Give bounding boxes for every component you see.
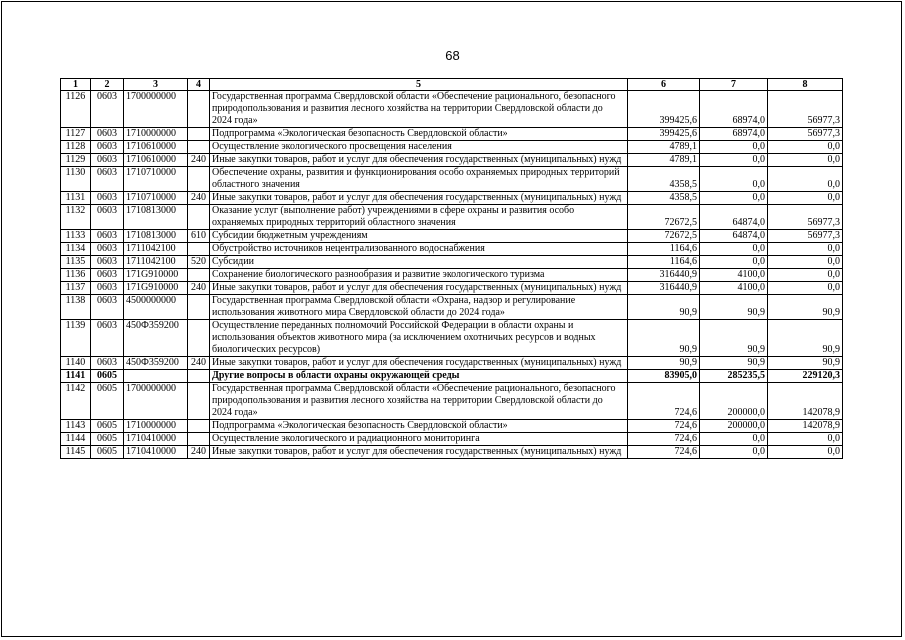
header-cell: 6 <box>628 79 700 91</box>
row-number-cell: 1137 <box>61 282 91 295</box>
amount-col8-cell: 0,0 <box>768 167 843 192</box>
page-number: 68 <box>445 48 460 63</box>
amount-col8-cell: 142078,9 <box>768 420 843 433</box>
row-number-cell: 1128 <box>61 141 91 154</box>
table-row <box>61 192 843 205</box>
item-name-cell: Осуществление экологического и радиационного мониторинга <box>210 433 628 446</box>
item-name-cell: Субсидии <box>210 256 628 269</box>
item-name-cell: Обустройство источников нецентрализованного водоснабжения <box>210 243 628 256</box>
section-code-cell: 0603 <box>91 269 124 282</box>
item-name-cell: Иные закупки товаров, работ и услуг для обеспечения государственных (муниципальных) нужд <box>210 192 628 205</box>
target-article-cell: 1700000000 <box>124 383 188 420</box>
amount-col8-cell: 0,0 <box>768 141 843 154</box>
table-row <box>61 370 843 383</box>
row-number-cell: 1127 <box>61 128 91 141</box>
amount-col8-cell: 142078,9 <box>768 383 843 420</box>
amount-col6-cell: 724,6 <box>628 446 700 459</box>
item-name-cell: Подпрограмма «Экологическая безопасность Свердловской области» <box>210 128 628 141</box>
amount-col6-cell: 724,6 <box>628 383 700 420</box>
amount-col7-cell: 0,0 <box>700 433 768 446</box>
expense-type-cell <box>188 433 210 446</box>
amount-col7-cell: 68974,0 <box>700 91 768 128</box>
section-code-cell: 0605 <box>91 433 124 446</box>
expense-type-cell <box>188 167 210 192</box>
target-article-cell: 1700000000 <box>124 91 188 128</box>
amount-col7-cell: 90,9 <box>700 357 768 370</box>
amount-col6-cell: 90,9 <box>628 357 700 370</box>
section-code-cell: 0603 <box>91 91 124 128</box>
amount-col7-cell: 68974,0 <box>700 128 768 141</box>
expense-type-cell: 240 <box>188 282 210 295</box>
expense-type-cell: 610 <box>188 230 210 243</box>
row-number-cell: 1144 <box>61 433 91 446</box>
row-number-cell: 1138 <box>61 295 91 320</box>
item-name-cell: Оказание услуг (выполнение работ) учреждениями в сфере охраны и развития особо охраняемых природных территорий областного значения <box>210 205 628 230</box>
section-code-cell: 0603 <box>91 167 124 192</box>
item-name-cell: Иные закупки товаров, работ и услуг для обеспечения государственных (муниципальных) нужд <box>210 446 628 459</box>
amount-col7-cell: 64874,0 <box>700 205 768 230</box>
item-name-cell: Осуществление переданных полномочий Российской Федерации в области охраны и использования объектов животного мира (за исключением охотничьих ресурсов и водных биологических ресурсов) <box>210 320 628 357</box>
section-code-cell: 0603 <box>91 141 124 154</box>
target-article-cell: 171G910000 <box>124 282 188 295</box>
amount-col6-cell: 399425,6 <box>628 128 700 141</box>
amount-col7-cell: 200000,0 <box>700 383 768 420</box>
table-row <box>61 383 843 420</box>
amount-col7-cell: 0,0 <box>700 154 768 167</box>
amount-col7-cell: 64874,0 <box>700 230 768 243</box>
item-name-cell: Обеспечение охраны, развития и функционирования особо охраняемых природных территорий областного значения <box>210 167 628 192</box>
amount-col7-cell: 90,9 <box>700 295 768 320</box>
section-code-cell: 0605 <box>91 420 124 433</box>
item-name-cell: Осуществление экологического просвещения населения <box>210 141 628 154</box>
header-cell: 7 <box>700 79 768 91</box>
section-code-cell: 0603 <box>91 320 124 357</box>
section-code-cell: 0605 <box>91 370 124 383</box>
expense-type-cell <box>188 370 210 383</box>
amount-col7-cell: 0,0 <box>700 192 768 205</box>
item-name-cell: Иные закупки товаров, работ и услуг для обеспечения государственных (муниципальных) нужд <box>210 154 628 167</box>
amount-col7-cell: 0,0 <box>700 141 768 154</box>
amount-col6-cell: 72672,5 <box>628 205 700 230</box>
amount-col7-cell: 4100,0 <box>700 269 768 282</box>
row-number-cell: 1140 <box>61 357 91 370</box>
section-code-cell: 0605 <box>91 446 124 459</box>
amount-col7-cell: 90,9 <box>700 320 768 357</box>
row-number-cell: 1134 <box>61 243 91 256</box>
expense-type-cell <box>188 420 210 433</box>
amount-col6-cell: 724,6 <box>628 433 700 446</box>
table-row <box>61 243 843 256</box>
section-code-cell: 0603 <box>91 230 124 243</box>
target-article-cell: 4500000000 <box>124 295 188 320</box>
target-article-cell: 450Ф359200 <box>124 320 188 357</box>
row-number-cell: 1136 <box>61 269 91 282</box>
amount-col6-cell: 399425,6 <box>628 91 700 128</box>
target-article-cell <box>124 370 188 383</box>
section-code-cell: 0603 <box>91 205 124 230</box>
expense-type-cell <box>188 269 210 282</box>
section-code-cell: 0603 <box>91 282 124 295</box>
section-code-cell: 0603 <box>91 357 124 370</box>
amount-col8-cell: 90,9 <box>768 295 843 320</box>
item-name-cell: Иные закупки товаров, работ и услуг для обеспечения государственных (муниципальных) нужд <box>210 282 628 295</box>
amount-col6-cell: 316440,9 <box>628 282 700 295</box>
item-name-cell: Подпрограмма «Экологическая безопасность Свердловской области» <box>210 420 628 433</box>
section-code-cell: 0603 <box>91 154 124 167</box>
row-number-cell: 1131 <box>61 192 91 205</box>
amount-col7-cell: 285235,5 <box>700 370 768 383</box>
amount-col8-cell: 56977,3 <box>768 91 843 128</box>
table-row <box>61 433 843 446</box>
amount-col7-cell: 0,0 <box>700 446 768 459</box>
amount-col8-cell: 0,0 <box>768 282 843 295</box>
table-row <box>61 357 843 370</box>
amount-col8-cell: 0,0 <box>768 192 843 205</box>
row-number-cell: 1129 <box>61 154 91 167</box>
item-name-cell: Государственная программа Свердловской области «Обеспечение рационального, безопасного природопользования и развития лесного хозяйства на территории Свердловской области до 2024 года» <box>210 383 628 420</box>
item-name-cell: Другие вопросы в области охраны окружающей среды <box>210 370 628 383</box>
amount-col8-cell: 0,0 <box>768 446 843 459</box>
header-cell: 4 <box>188 79 210 91</box>
header-cell: 1 <box>61 79 91 91</box>
expense-type-cell <box>188 128 210 141</box>
row-number-cell: 1141 <box>61 370 91 383</box>
target-article-cell: 1711042100 <box>124 256 188 269</box>
target-article-cell: 1710410000 <box>124 433 188 446</box>
amount-col6-cell: 1164,6 <box>628 256 700 269</box>
expense-type-cell <box>188 320 210 357</box>
expense-type-cell <box>188 243 210 256</box>
target-article-cell: 1710000000 <box>124 128 188 141</box>
amount-col8-cell: 56977,3 <box>768 128 843 141</box>
section-code-cell: 0603 <box>91 256 124 269</box>
row-number-cell: 1133 <box>61 230 91 243</box>
budget-table <box>60 78 843 459</box>
target-article-cell: 450Ф359200 <box>124 357 188 370</box>
amount-col8-cell: 0,0 <box>768 269 843 282</box>
amount-col7-cell: 4100,0 <box>700 282 768 295</box>
table-row <box>61 420 843 433</box>
amount-col6-cell: 4358,5 <box>628 167 700 192</box>
row-number-cell: 1143 <box>61 420 91 433</box>
table-row <box>61 230 843 243</box>
amount-col8-cell: 0,0 <box>768 256 843 269</box>
header-cell: 5 <box>210 79 628 91</box>
amount-col8-cell: 0,0 <box>768 243 843 256</box>
table-row <box>61 256 843 269</box>
amount-col7-cell: 0,0 <box>700 256 768 269</box>
amount-col8-cell: 56977,3 <box>768 205 843 230</box>
target-article-cell: 1710610000 <box>124 141 188 154</box>
row-number-cell: 1135 <box>61 256 91 269</box>
item-name-cell: Государственная программа Свердловской области «Обеспечение рационального, безопасного природопользования и развития лесного хозяйства на территории Свердловской области до 2024 года» <box>210 91 628 128</box>
item-name-cell: Субсидии бюджетным учреждениям <box>210 230 628 243</box>
target-article-cell: 171G910000 <box>124 269 188 282</box>
item-name-cell: Иные закупки товаров, работ и услуг для обеспечения государственных (муниципальных) нужд <box>210 357 628 370</box>
expense-type-cell <box>188 141 210 154</box>
table-row <box>61 167 843 192</box>
amount-col6-cell: 316440,9 <box>628 269 700 282</box>
table-row <box>61 295 843 320</box>
expense-type-cell: 240 <box>188 446 210 459</box>
target-article-cell: 1710710000 <box>124 167 188 192</box>
amount-col8-cell: 0,0 <box>768 433 843 446</box>
expense-type-cell: 240 <box>188 192 210 205</box>
amount-col8-cell: 0,0 <box>768 154 843 167</box>
row-number-cell: 1132 <box>61 205 91 230</box>
target-article-cell: 1710410000 <box>124 446 188 459</box>
section-code-cell: 0603 <box>91 295 124 320</box>
amount-col8-cell: 56977,3 <box>768 230 843 243</box>
table-row <box>61 446 843 459</box>
expense-type-cell <box>188 383 210 420</box>
expense-type-cell <box>188 205 210 230</box>
row-number-cell: 1142 <box>61 383 91 420</box>
expense-type-cell: 240 <box>188 357 210 370</box>
row-number-cell: 1130 <box>61 167 91 192</box>
section-code-cell: 0603 <box>91 128 124 141</box>
amount-col6-cell: 72672,5 <box>628 230 700 243</box>
target-article-cell: 1710813000 <box>124 230 188 243</box>
table-row <box>61 269 843 282</box>
target-article-cell: 1711042100 <box>124 243 188 256</box>
amount-col6-cell: 1164,6 <box>628 243 700 256</box>
target-article-cell: 1710813000 <box>124 205 188 230</box>
item-name-cell: Сохранение биологического разнообразия и развитие экологического туризма <box>210 269 628 282</box>
table-row <box>61 128 843 141</box>
amount-col7-cell: 0,0 <box>700 243 768 256</box>
amount-col6-cell: 90,9 <box>628 320 700 357</box>
table-row <box>61 91 843 128</box>
item-name-cell: Государственная программа Свердловской области «Охрана, надзор и регулирование использования животного мира Свердловской области до 2024 года» <box>210 295 628 320</box>
table-row <box>61 282 843 295</box>
amount-col8-cell: 90,9 <box>768 320 843 357</box>
table-row <box>61 141 843 154</box>
target-article-cell: 1710710000 <box>124 192 188 205</box>
target-article-cell: 1710000000 <box>124 420 188 433</box>
header-cell: 2 <box>91 79 124 91</box>
header-cell: 8 <box>768 79 843 91</box>
table-row <box>61 154 843 167</box>
amount-col8-cell: 229120,3 <box>768 370 843 383</box>
amount-col6-cell: 4789,1 <box>628 141 700 154</box>
section-code-cell: 0605 <box>91 383 124 420</box>
table-row <box>61 205 843 230</box>
header-row <box>61 79 843 91</box>
row-number-cell: 1126 <box>61 91 91 128</box>
section-code-cell: 0603 <box>91 192 124 205</box>
amount-col7-cell: 200000,0 <box>700 420 768 433</box>
amount-col6-cell: 4789,1 <box>628 154 700 167</box>
amount-col7-cell: 0,0 <box>700 167 768 192</box>
expense-type-cell: 240 <box>188 154 210 167</box>
amount-col6-cell: 90,9 <box>628 295 700 320</box>
expense-type-cell: 520 <box>188 256 210 269</box>
amount-col8-cell: 90,9 <box>768 357 843 370</box>
expense-type-cell <box>188 295 210 320</box>
amount-col6-cell: 83905,0 <box>628 370 700 383</box>
row-number-cell: 1139 <box>61 320 91 357</box>
expense-type-cell <box>188 91 210 128</box>
amount-col6-cell: 4358,5 <box>628 192 700 205</box>
target-article-cell: 1710610000 <box>124 154 188 167</box>
table-row <box>61 320 843 357</box>
row-number-cell: 1145 <box>61 446 91 459</box>
section-code-cell: 0603 <box>91 243 124 256</box>
header-cell: 3 <box>124 79 188 91</box>
amount-col6-cell: 724,6 <box>628 420 700 433</box>
